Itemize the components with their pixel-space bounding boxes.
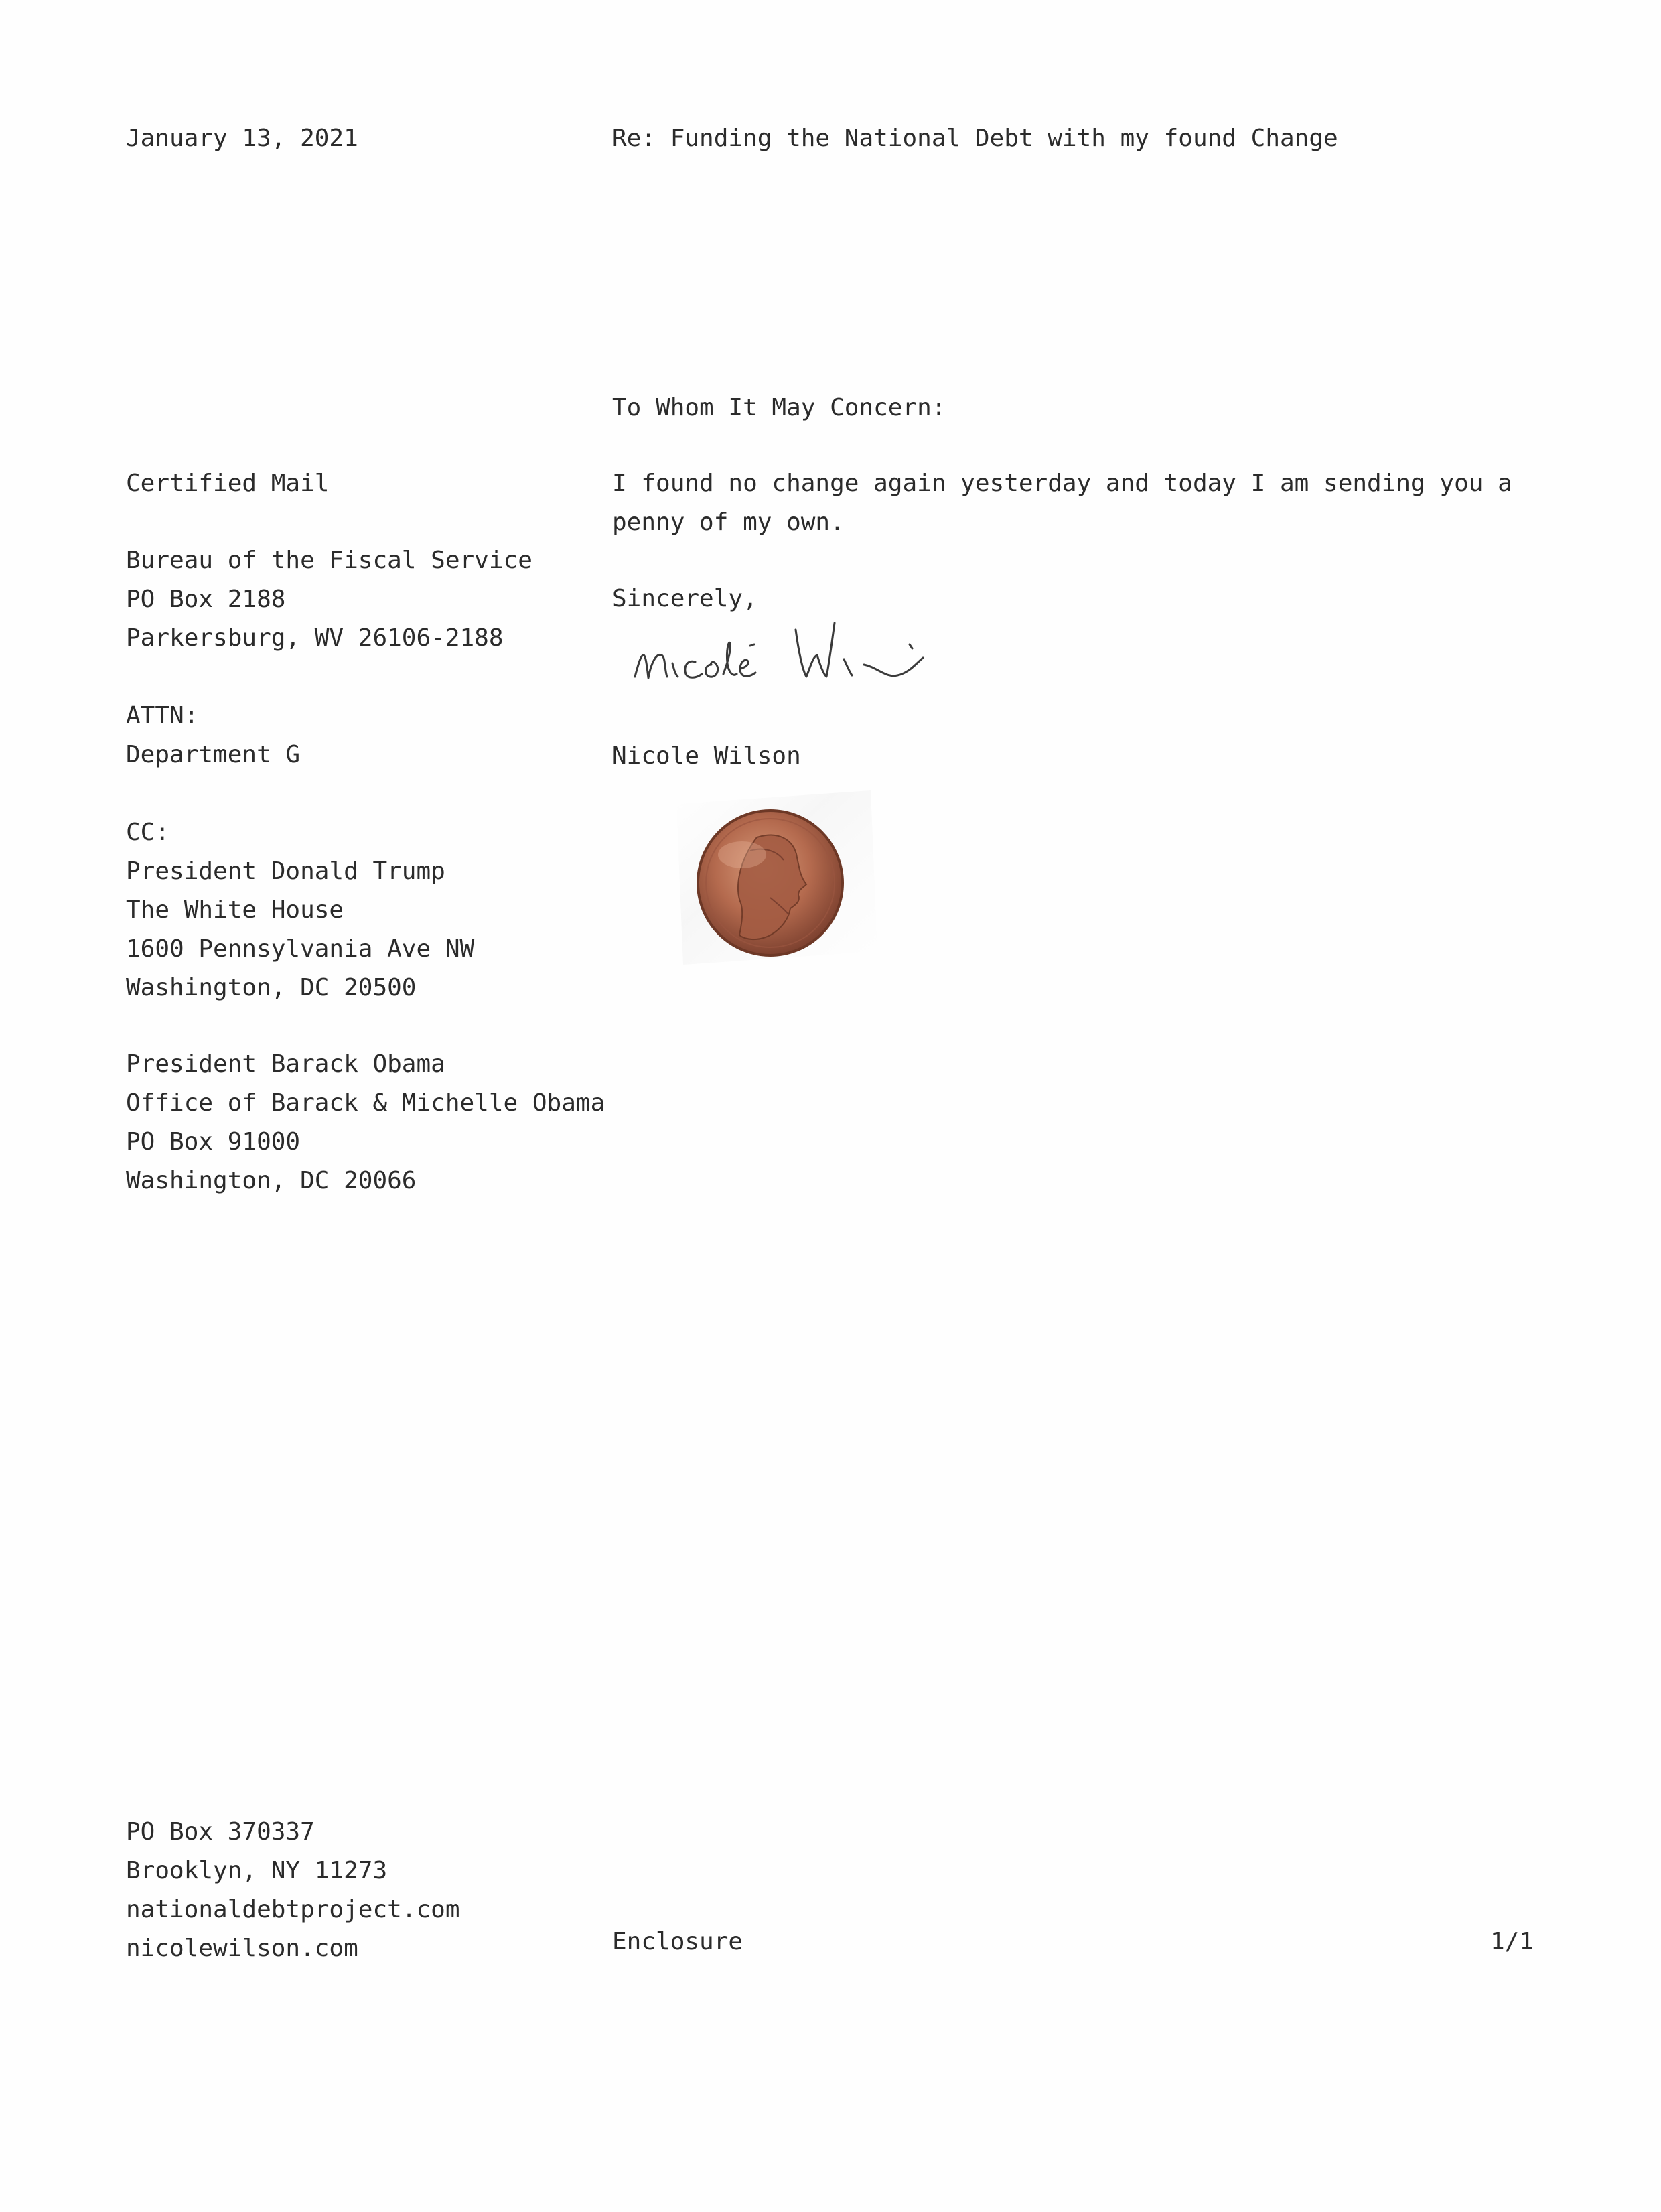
sender-line: Brooklyn, NY 11273 — [126, 1857, 388, 1884]
recipient-address — [126, 541, 532, 658]
recipient-address-line: Bureau of the Fiscal Service — [126, 547, 532, 574]
cc-label: CC: — [126, 819, 170, 846]
enclosure-label: Enclosure — [612, 1928, 743, 1955]
body-line: penny of my own. — [612, 508, 845, 536]
cc-line: Washington, DC 20066 — [126, 1167, 417, 1194]
cc-line: PO Box 91000 — [126, 1128, 301, 1156]
closing: Sincerely, — [612, 585, 757, 612]
letter-subject: Re: Funding the National Debt with my found Change — [612, 125, 1338, 152]
page-number: 1/1 — [1490, 1928, 1534, 1955]
cc-block-1 — [126, 813, 474, 1008]
cc-line: Washington, DC 20500 — [126, 974, 417, 1001]
cc-block-2 — [126, 1045, 605, 1200]
attn-value: Department G — [126, 741, 301, 768]
recipient-address-line: Parkersburg, WV 26106-2188 — [126, 624, 504, 652]
sender-line: PO Box 370337 — [126, 1818, 315, 1846]
signer-name: Nicole Wilson — [612, 742, 801, 770]
sender-address — [126, 1813, 460, 1968]
salutation: To Whom It May Concern: — [612, 394, 946, 421]
cc-line: The White House — [126, 896, 344, 924]
sender-website[interactable]: nationaldebtproject.com — [126, 1896, 460, 1923]
cc-line: 1600 Pennsylvania Ave NW — [126, 935, 475, 963]
mail-type: Certified Mail — [126, 470, 330, 497]
attn-block — [126, 697, 300, 774]
cc-line: President Barack Obama — [126, 1050, 445, 1078]
attn-label: ATTN: — [126, 702, 199, 730]
cc-line: Office of Barack & Michelle Obama — [126, 1089, 605, 1117]
cc-line: President Donald Trump — [126, 857, 445, 885]
letter-date: January 13, 2021 — [126, 125, 358, 152]
letter-body — [612, 464, 1512, 542]
penny-icon — [670, 790, 884, 971]
sender-website[interactable]: nicolewilson.com — [126, 1935, 358, 1962]
body-line: I found no change again yesterday and today I am sending you a — [612, 470, 1512, 497]
recipient-address-line: PO Box 2188 — [126, 585, 286, 613]
signature-image — [623, 603, 998, 710]
